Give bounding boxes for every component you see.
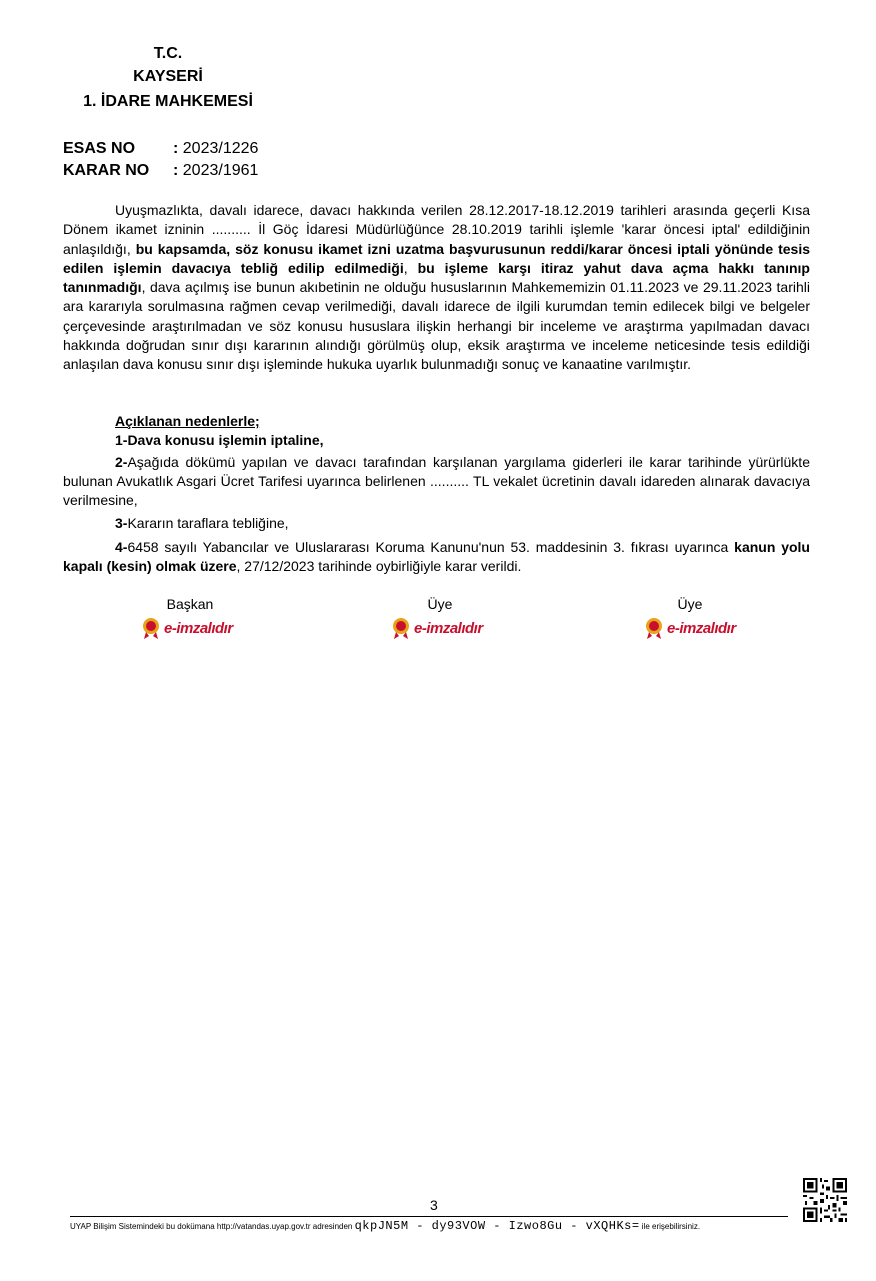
para-text-1: Uyuşmazlıkta, davalı idarece, davacı hakkında verilen 28.12.2017-18.12.2019 tarihleri arasında geçerli Kısa Dönem ikamet izninin .......... İl Göç İdaresi Müdürlüğünce 28.10.2019 tarihli işlemle 'karar öncesi iptal' edildiğinin anlaşıldığı,	[63, 202, 810, 257]
header-city: KAYSERİ	[133, 68, 203, 85]
verdict-item-4	[63, 538, 810, 577]
verification-code: qkpJN5M - dy93VOW - Izwo8Gu - vXQHKs=	[354, 1219, 640, 1233]
esas-no-value: 2023/1226	[182, 140, 259, 157]
verdict-item-1: 1-Dava konusu işlemin iptaline,	[115, 432, 324, 449]
esign-label: e-imzalıdır	[667, 619, 736, 637]
item4-bold: kanun yolu kapalı (kesin) olmak üzere	[63, 538, 810, 575]
item4-end: , 27/12/2023 tarihinde oybirliğiyle karar verildi.	[236, 558, 522, 575]
signature-role-member-2: Üye	[677, 596, 703, 612]
footer-suffix: ile erişebilirsiniz.	[641, 1222, 701, 1231]
footer-verification	[70, 1219, 788, 1233]
esign-label: e-imzalıdır	[164, 619, 233, 637]
verdict-item-2	[63, 453, 810, 511]
karar-no-value: 2023/1961	[182, 162, 259, 179]
esign-label: e-imzalıdır	[414, 619, 483, 637]
para-text-3: , dava açılmış ise bunun akıbetinin ne olduğu hususlarının Mahkememizin 01.11.2023 ve 29.11.2023 tarihli ara kararıyla sorulmasına rağmen cevap verilmediği, davalı idarece de ilgili kurumdan temin edilecek bilgi ve belgeler çerçevesinde araştırılmadan ve söz konusu hususlara ilişkin herhangi bir inceleme ve araştırma yapılmadan davacı hakkında doğrudan sınır dışı kararının alındığı görülmüş olup, eksik araştırma ve inceleme neticesinde tesis edildiği anlaşılan dava konusu sınır dışı işleminde hukuka uyarlık bulunmadığı sonuç ve kanaatine varılmıştır.	[63, 279, 810, 373]
page-number: 3	[430, 1197, 438, 1213]
para-bold-2: bu işleme karşı itiraz yahut dava açma hakkı tanınıp tanınmadığı	[63, 259, 810, 296]
verdict-item-3	[63, 514, 810, 533]
decision-paragraph	[63, 201, 810, 375]
item4-text: 6458 sayılı Yabancılar ve Uluslararası Koruma Kanunu'nun 53. maddesinin 3. fıkrası uyarınca	[127, 538, 735, 555]
esas-no-row	[63, 140, 258, 158]
esign-president	[141, 617, 233, 639]
item4-number: 4-	[115, 538, 128, 555]
signature-role-president: Başkan	[166, 596, 214, 612]
esign-member-2	[644, 617, 736, 639]
karar-no-label: KARAR NO	[63, 162, 150, 179]
header-court: 1. İDARE MAHKEMESİ	[83, 93, 253, 110]
item3-number: 3-	[115, 515, 128, 532]
verdict-section	[63, 412, 810, 576]
esign-member-1	[391, 617, 483, 639]
seal-icon	[644, 617, 664, 639]
item3-text: Kararın taraflara tebliğine,	[127, 515, 289, 532]
header-tc: T.C.	[153, 45, 183, 62]
reasons-heading: Açıklanan nedenlerle;	[115, 413, 260, 429]
item2-number: 2-	[115, 453, 128, 470]
footer-prefix: UYAP Bilişim Sistemindeki bu dokümana http://vatandas.uyap.gov.tr adresinden	[70, 1222, 353, 1231]
karar-colon: :	[173, 162, 179, 179]
qr-code-icon	[803, 1178, 847, 1222]
item2-text: Aşağıda dökümü yapılan ve davacı tarafından karşılanan yargılama giderleri ile karar tarihinde yürürlükte bulunan Avukatlık Asgari Ücret Tarifesi uyarınca belirlenen .......... TL vekalet ücretinin davalı idareden alınarak davacıya verilmesine,	[63, 453, 810, 509]
karar-no-row	[63, 162, 258, 180]
esas-colon: :	[173, 140, 179, 157]
seal-icon	[141, 617, 161, 639]
footer-divider	[70, 1216, 788, 1217]
para-bold-1: bu kapsamda, söz konusu ikamet izni uzatma başvurusunun reddi/karar öncesi iptali yönünde tesis edilen işlemin davacıya tebliğ edilip edilmediği	[63, 240, 810, 276]
esas-no-label: ESAS NO	[63, 140, 136, 157]
seal-icon	[391, 617, 411, 639]
signature-role-member-1: Üye	[427, 596, 453, 612]
para-text-2: ,	[403, 259, 418, 276]
